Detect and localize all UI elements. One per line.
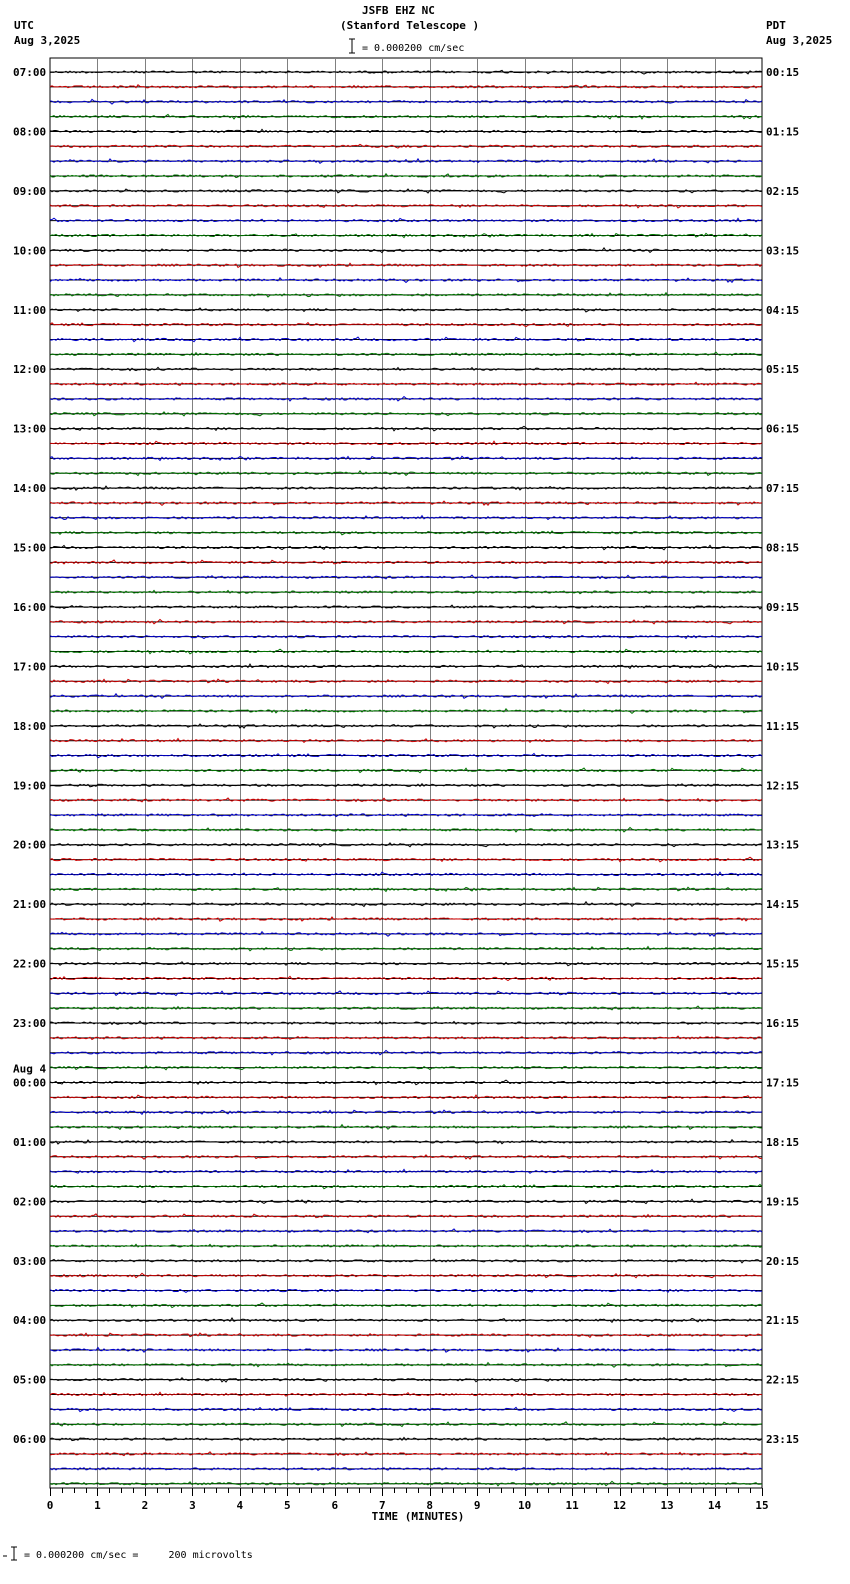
seismic-trace <box>50 1125 762 1130</box>
pdt-hour-label: 19:15 <box>766 1195 800 1209</box>
x-tick-label: 13 <box>660 1499 674 1512</box>
utc-hour-label: 01:00 <box>13 1135 47 1149</box>
x-tick-label: 2 <box>141 1499 149 1512</box>
pdt-hour-label: 15:15 <box>766 957 800 971</box>
utc-hour-label: 20:00 <box>13 838 47 852</box>
seismic-trace <box>50 205 762 208</box>
seismic-trace <box>50 872 762 876</box>
pdt-hour-label: 21:15 <box>766 1314 800 1328</box>
x-tick-label: 11 <box>565 1499 579 1512</box>
x-tick-label: 0 <box>46 1499 54 1512</box>
x-tick-label: 15 <box>755 1499 769 1512</box>
pdt-hour-label: 07:15 <box>766 482 800 496</box>
seismic-trace <box>50 1244 762 1247</box>
pdt-hour-label: 16:15 <box>766 1017 800 1031</box>
pdt-hour-label: 12:15 <box>766 779 800 793</box>
seismic-trace <box>50 218 762 222</box>
utc-hour-label: 16:00 <box>13 600 47 614</box>
pdt-hour-label: 18:15 <box>766 1135 800 1149</box>
pdt-hour-label: 17:15 <box>766 1076 800 1090</box>
seismic-trace <box>50 902 762 907</box>
pdt-hour-label: 14:15 <box>766 898 800 912</box>
utc-hour-label: 09:00 <box>13 184 47 198</box>
right-date: Aug 3,2025 <box>766 34 833 47</box>
seismic-trace <box>50 412 762 416</box>
scale-bar-icon <box>349 39 355 53</box>
seismic-trace <box>50 1392 762 1396</box>
utc-hour-label: 17:00 <box>13 660 47 674</box>
x-tick-label: 3 <box>189 1499 196 1512</box>
seismic-trace <box>50 486 762 490</box>
utc-hour-label: 21:00 <box>13 898 47 912</box>
right-timezone: PDT <box>766 19 786 32</box>
seismic-trace <box>50 1333 762 1337</box>
utc-hour-label: 00:00 <box>13 1076 47 1090</box>
x-axis-label: TIME (MINUTES) <box>371 1510 465 1523</box>
x-tick-label: 14 <box>707 1499 722 1512</box>
pdt-hour-label: 03:15 <box>766 244 800 258</box>
seismic-trace <box>50 679 762 683</box>
utc-hour-label: 12:00 <box>13 363 47 377</box>
seismic-trace <box>50 293 762 297</box>
seismic-trace <box>50 367 762 370</box>
seismic-trace <box>50 887 762 891</box>
seismic-trace <box>50 531 762 535</box>
seismic-trace <box>50 1095 762 1099</box>
pdt-hour-label: 11:15 <box>766 719 800 733</box>
utc-hour-label: 06:00 <box>13 1433 47 1447</box>
seismic-trace <box>50 619 762 623</box>
pdt-hour-label: 04:15 <box>766 303 800 317</box>
utc-hour-label: 14:00 <box>13 482 47 496</box>
x-tick-label: 10 <box>518 1499 532 1512</box>
pdt-hour-label: 05:15 <box>766 363 800 377</box>
utc-hour-label: 07:00 <box>13 66 47 79</box>
utc-hour-label: 13:00 <box>13 422 47 436</box>
utc-hour-label: 08:00 <box>13 125 47 139</box>
date-change-label: Aug 4 <box>13 1062 47 1076</box>
x-tick-label: 8 <box>426 1499 434 1512</box>
seismic-trace <box>50 70 762 74</box>
x-tick-label: 5 <box>284 1499 291 1512</box>
x-tick-label: 7 <box>378 1499 386 1512</box>
utc-hour-label: 22:00 <box>13 957 47 971</box>
utc-hour-label: 02:00 <box>13 1195 47 1209</box>
pdt-hour-label: 22:15 <box>766 1373 800 1387</box>
station-location: (Stanford Telescope ) <box>340 19 480 32</box>
seismic-trace <box>50 114 762 118</box>
left-timezone: UTC <box>14 19 34 32</box>
utc-hour-label: 15:00 <box>13 541 47 555</box>
pdt-hour-label: 20:15 <box>766 1254 800 1268</box>
scale-bar-label: = 0.000200 cm/sec <box>362 43 465 54</box>
x-tick-label: 12 <box>612 1499 627 1512</box>
x-tick-label: 1 <box>94 1499 101 1512</box>
left-date: Aug 3,2025 <box>14 34 81 47</box>
pdt-hour-label: 10:15 <box>766 660 800 674</box>
utc-hour-label: 18:00 <box>13 719 47 733</box>
pdt-hour-label: 23:15 <box>766 1433 800 1447</box>
seismic-trace <box>50 441 762 445</box>
plot-frame <box>50 58 762 1488</box>
pdt-hour-label: 08:15 <box>766 541 800 555</box>
footer-scale-icon <box>3 1547 17 1560</box>
utc-hour-label: 10:00 <box>13 244 47 258</box>
seismic-trace <box>50 308 762 312</box>
utc-hour-label: 23:00 <box>13 1017 47 1031</box>
utc-hour-label: 19:00 <box>13 779 47 793</box>
footer-scale-note: = 0.000200 cm/sec = 200 microvolts <box>24 1550 253 1561</box>
seismic-trace <box>50 129 762 132</box>
x-tick-label: 6 <box>331 1499 339 1512</box>
pdt-hour-label: 09:15 <box>766 600 800 614</box>
pdt-hour-label: 02:15 <box>766 184 800 198</box>
utc-hour-label: 11:00 <box>13 303 47 317</box>
pdt-hour-label: 00:15 <box>766 66 800 79</box>
x-tick-label: 9 <box>473 1499 481 1512</box>
utc-hour-label: 03:00 <box>13 1254 47 1268</box>
pdt-hour-label: 06:15 <box>766 422 800 436</box>
station-title: JSFB EHZ NC <box>362 4 435 17</box>
seismic-trace <box>50 85 762 89</box>
utc-hour-label: 04:00 <box>13 1314 47 1328</box>
seismic-trace <box>50 754 762 758</box>
seismic-trace <box>50 664 762 668</box>
seismic-trace <box>50 189 762 193</box>
seismic-trace <box>50 724 762 728</box>
seismic-trace <box>50 1110 762 1114</box>
x-tick-label: 4 <box>236 1499 244 1512</box>
pdt-hour-label: 01:15 <box>766 125 800 139</box>
pdt-hour-label: 13:15 <box>766 838 800 852</box>
utc-hour-label: 05:00 <box>13 1373 47 1387</box>
